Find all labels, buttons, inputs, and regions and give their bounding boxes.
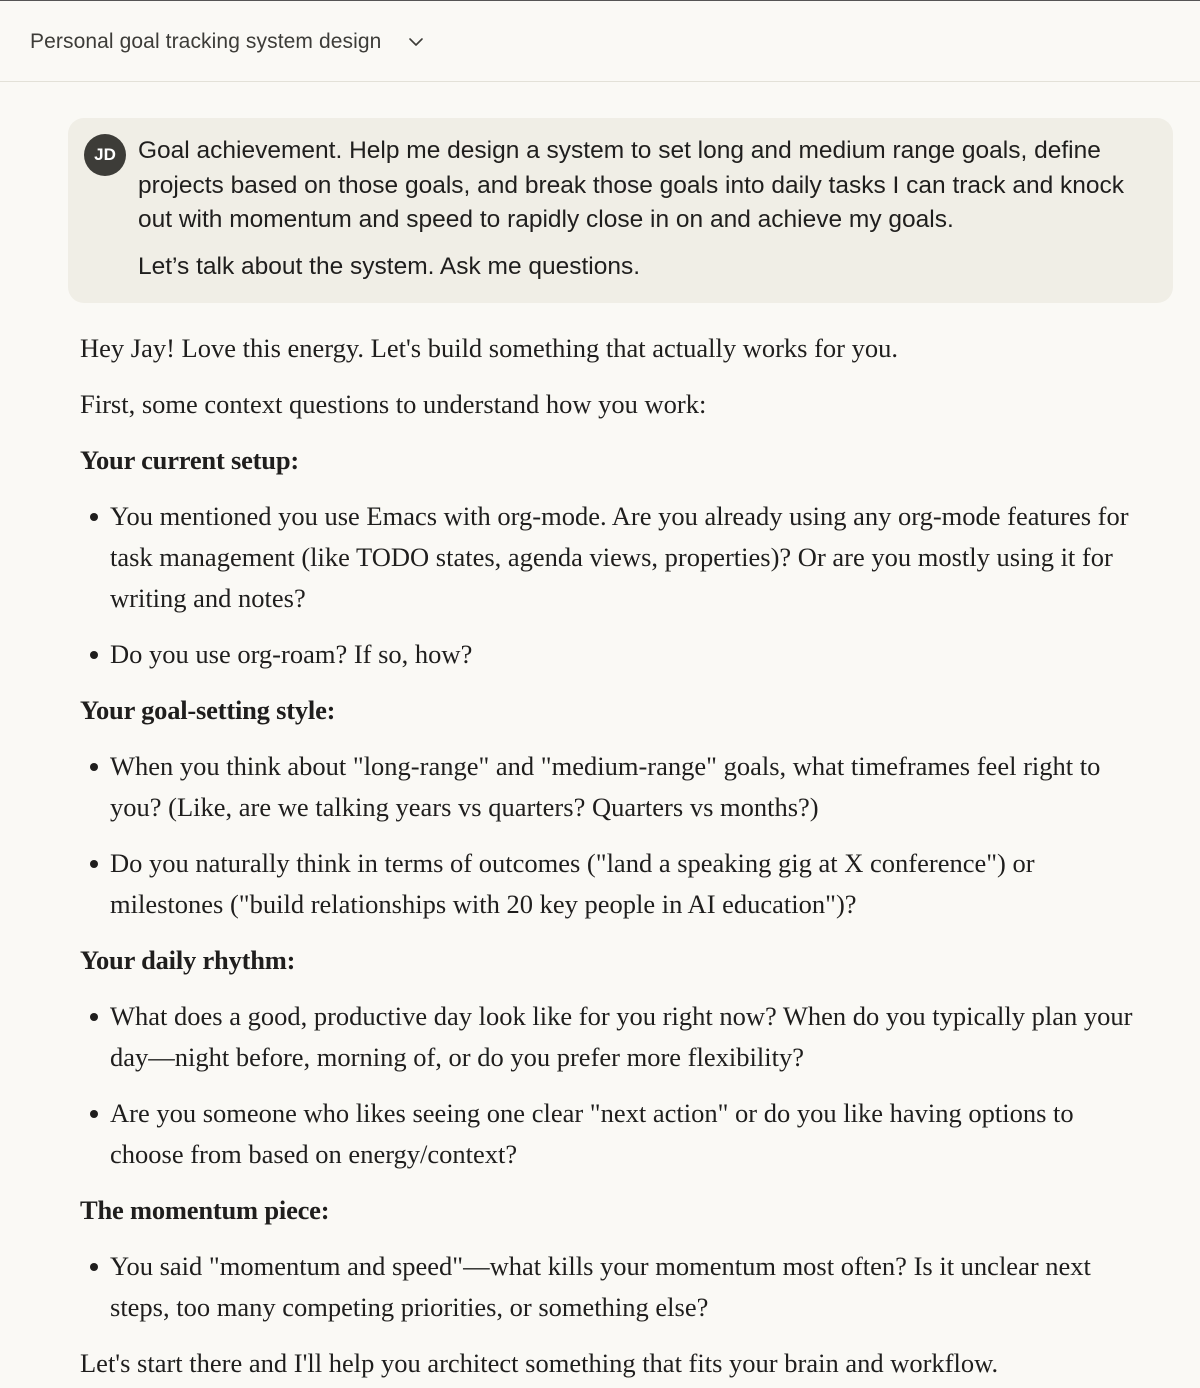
- bullet-list: [80, 1246, 1140, 1328]
- list-item-text: Do you use org-roam? If so, how?: [110, 639, 473, 669]
- list-item-text: Do you naturally think in terms of outcomes ("land a speaking gig at X conference") or milestones ("build relationships with 20 key people in AI education")?: [110, 848, 1035, 919]
- bullet-icon: [90, 513, 98, 521]
- avatar[interactable]: JD: [84, 134, 126, 176]
- bullet-list: [80, 996, 1140, 1175]
- bullet-icon: [90, 1013, 98, 1021]
- list-item-text: Are you someone who likes seeing one clear "next action" or do you like having options to choose from based on energy/context?: [110, 1098, 1074, 1169]
- list-item-text: You mentioned you use Emacs with org-mode. Are you already using any org-mode features for task management (like TODO states, agenda views, properties)? Or are you mostly using it for writing and notes?: [110, 501, 1129, 613]
- section-heading: Your daily rhythm:: [80, 945, 296, 975]
- bullet-icon: [90, 1110, 98, 1118]
- user-message-text: [138, 134, 1148, 284]
- bullet-icon: [90, 651, 98, 659]
- section-heading: Your current setup:: [80, 445, 299, 475]
- bullet-list: [80, 746, 1140, 925]
- assistant-message: [80, 328, 1140, 1384]
- list-item-text: What does a good, productive day look like for you right now? When do you typically plan your day—night before, morning of, or do you prefer more flexibility?: [110, 1001, 1133, 1072]
- section-heading: Your goal-setting style:: [80, 695, 336, 725]
- user-message: [68, 118, 1173, 303]
- bullet-icon: [90, 860, 98, 868]
- list-item: [80, 996, 1140, 1078]
- chat-header: [0, 0, 1200, 82]
- chat-title-menu-button[interactable]: [18, 23, 437, 61]
- section-heading: The momentum piece:: [80, 1195, 330, 1225]
- bullet-icon: [90, 763, 98, 771]
- assistant-paragraph: Hey Jay! Love this energy. Let's build something that actually works for you.: [80, 333, 899, 363]
- list-item-text: When you think about "long-range" and "medium-range" goals, what timeframes feel right to you? (Like, are we talking years vs quarters? Quarters vs months?): [110, 751, 1101, 822]
- list-item: [80, 1093, 1140, 1175]
- list-item-text: You said "momentum and speed"—what kills your momentum most often? Is it unclear next steps, too many competing priorities, or something else?: [110, 1251, 1091, 1322]
- list-item: [80, 496, 1140, 619]
- list-item: [80, 746, 1140, 828]
- list-item: [80, 634, 1140, 675]
- chat-title: Personal goal tracking system design: [30, 30, 382, 53]
- list-item: [80, 843, 1140, 925]
- user-message-paragraph: Goal achievement. Help me design a system to set long and medium range goals, define projects based on those goals, and break those goals into daily tasks I can track and knock out with momentum and speed to rapidly close in on and achieve my goals.: [138, 137, 1125, 233]
- assistant-paragraph: First, some context questions to understand how you work:: [80, 389, 707, 419]
- bullet-icon: [90, 1263, 98, 1271]
- chevron-down-icon: [407, 33, 425, 51]
- user-message-paragraph: Let’s talk about the system. Ask me questions.: [138, 252, 641, 280]
- assistant-closing: Let's start there and I'll help you architect something that fits your brain and workflow.: [80, 1348, 999, 1378]
- list-item: [80, 1246, 1140, 1328]
- bullet-list: [80, 496, 1140, 675]
